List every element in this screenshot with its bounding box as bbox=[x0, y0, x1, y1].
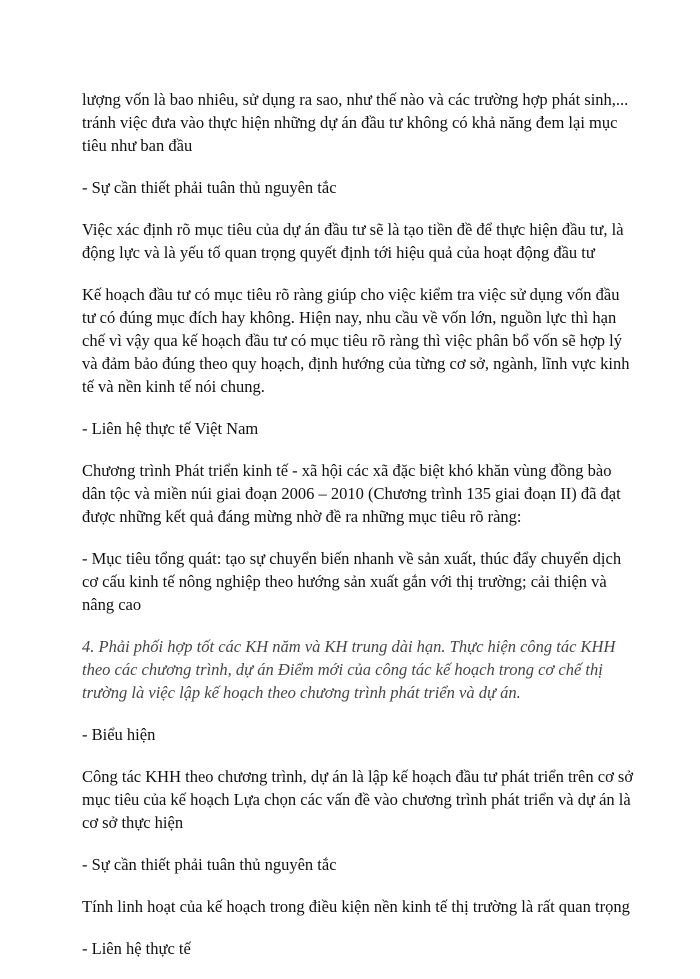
text-line: Công tác KHH theo chương trình, dự án là lập kế hoạch đầu tư phát triển trên cơ sở bbox=[82, 767, 634, 786]
text-line: chế vì vậy qua kế hoạch đầu tư có mục tiêu rõ ràng thì việc phân bổ vốn sẽ hợp lý bbox=[82, 331, 623, 350]
text-line: - Biểu hiện bbox=[82, 725, 156, 744]
text-line: - Sự cần thiết phải tuân thủ nguyên tắc bbox=[82, 855, 337, 874]
text-line: và đảm bảo đúng theo quy hoạch, định hướng của từng cơ sở, ngành, lĩnh vực kinh bbox=[82, 354, 630, 373]
text-line: Việc xác định rõ mục tiêu của dự án đầu tư sẽ là tạo tiền đề để thực hiện đầu tư, là bbox=[82, 220, 624, 239]
text-line: nâng cao bbox=[82, 595, 142, 614]
text-line: trường là việc lập kế hoạch theo chương trình phát triển và dự án. bbox=[82, 683, 521, 702]
text-line: - Liên hệ thực tế Việt Nam bbox=[82, 419, 259, 438]
text-line: tiêu như ban đầu bbox=[82, 136, 193, 155]
text-line: tế và nền kinh tế nói chung. bbox=[82, 377, 265, 396]
heading-necessity bbox=[82, 176, 622, 199]
text-line: được những kết quả đáng mừng nhờ đề ra những mục tiêu rõ ràng: bbox=[82, 507, 522, 526]
text-line: - Sự cần thiết phải tuân thủ nguyên tắc bbox=[82, 178, 337, 197]
paragraph-flexibility bbox=[82, 895, 630, 918]
text-line: cơ sở thực hiện bbox=[82, 813, 184, 832]
paragraph-capital-usage bbox=[82, 88, 629, 157]
document-page bbox=[82, 88, 634, 979]
paragraph-program-135 bbox=[82, 459, 622, 528]
text-line: lượng vốn là bao nhiêu, sử dụng ra sao, như thế nào và các trường hợp phát sinh,... bbox=[82, 90, 629, 109]
text-line: tư có đúng mục đích hay không. Hiện nay, nhu cầu về vốn lớn, nguồn lực thì hạn bbox=[82, 308, 617, 327]
paragraph-program-planning bbox=[82, 765, 634, 834]
text-line: mục tiêu của kế hoạch Lựa chọn các vấn đề vào chương trình phát triển và dự án là bbox=[82, 790, 631, 809]
text-line: dân tộc và miền núi giai đoạn 2006 – 2010 (Chương trình 135 giai đoạn II) đã đạt bbox=[82, 484, 621, 503]
paragraph-objective-definition bbox=[82, 218, 622, 264]
text-line: - Mục tiêu tổng quát: tạo sự chuyển biến nhanh về sản xuất, thúc đẩy chuyển dịch bbox=[82, 549, 622, 568]
heading-necessity-2 bbox=[82, 853, 622, 876]
text-line: - Liên hệ thực tế bbox=[82, 939, 191, 958]
text-line: 4. Phải phối hợp tốt các KH năm và KH trung dài hạn. Thực hiện công tác KHH bbox=[82, 637, 616, 656]
text-line: động lực và là yếu tố quan trọng quyết định tới hiệu quả của hoạt động đầu tư bbox=[82, 243, 595, 262]
section-heading-4 bbox=[82, 635, 622, 704]
heading-manifestation bbox=[82, 723, 622, 746]
text-line: Chương trình Phát triển kinh tế - xã hội các xã đặc biệt khó khăn vùng đồng bào bbox=[82, 461, 612, 480]
text-line: Kế hoạch đầu tư có mục tiêu rõ ràng giúp cho việc kiểm tra việc sử dụng vốn đầu bbox=[82, 285, 620, 304]
heading-practice bbox=[82, 937, 622, 960]
text-line: Tính linh hoạt của kế hoạch trong điều kiện nền kinh tế thị trường là rất quan trọng bbox=[82, 897, 630, 916]
heading-vietnam-practice bbox=[82, 417, 622, 440]
text-line: tránh việc đưa vào thực hiện những dự án đầu tư không có khả năng đem lại mục bbox=[82, 113, 618, 132]
paragraph-general-objective bbox=[82, 547, 622, 616]
text-line: cơ cấu kinh tế nông nghiệp theo hướng sản xuất gắn với thị trường; cải thiện và bbox=[82, 572, 607, 591]
paragraph-investment-plan bbox=[82, 283, 630, 398]
text-line: theo các chương trình, dự án Điểm mới của công tác kế hoạch trong cơ chế thị bbox=[82, 660, 603, 679]
